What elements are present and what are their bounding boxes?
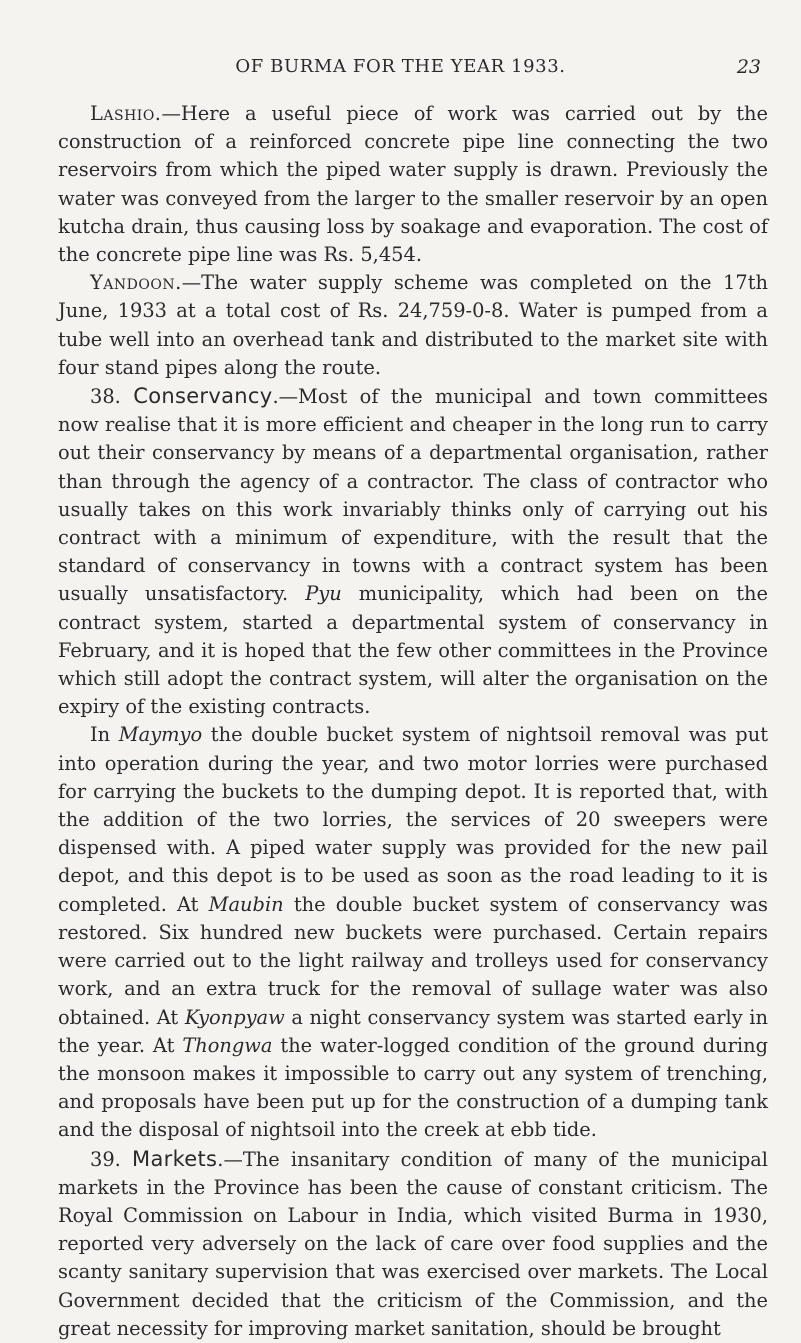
place-maubin: Maubin — [208, 892, 284, 916]
lead-yandoon: Yandoon. — [90, 271, 182, 295]
text-yandoon: —The water supply scheme was completed on the 17th June, 1933 at a total cost of Rs. 24,759-0-8. Water is pumped from a tube well into an overhead tank and distributed to the market site with four stand pipes along the route. — [58, 271, 768, 379]
paragraph-maymyo — [58, 721, 768, 1144]
conservancy-text-2: municipality, which had been on the contract system, started a departmental system of conservancy in February, and it is hoped that the few other committees in the Province which still adopt the contract system, will alter the organisation on the expiry of the existing contracts. — [58, 582, 768, 719]
body-text — [58, 100, 768, 1343]
paragraph-markets — [58, 1145, 768, 1343]
maymyo-text-3: a night conservancy system was started early in the year. At — [58, 1005, 768, 1057]
paragraph-conservancy — [58, 382, 768, 721]
section-number-38: 38. — [90, 385, 121, 409]
maymyo-text-4: the water-logged condition of the ground during the monsoon makes it impossible to carry out any system of trenching, and proposals have been put up for the construction of a dumping tank and the disposal of nightsoil into the creek at ebb tide. — [58, 1033, 768, 1142]
markets-text: .—The insanitary condition of many of the municipal markets in the Province has been the cause of constant criticism. The Royal Commission on Labour in India, which visited Burma in 1930, reported very adversely on the lack of care over food supplies and the scanty sanitary supervision that was exercised over markets. The Local Government decided that the criticism of the Commission, and the great necessity for improving market sanitation, should be brought — [58, 1147, 768, 1340]
place-pyu: Pyu — [305, 582, 342, 606]
paragraph-lashio — [58, 100, 768, 269]
lead-lashio: Lashio. — [90, 102, 162, 125]
text-lashio: —Here a useful piece of work was carried out by the construction of a reinforced concrete pipe line connecting the two reservoirs from which the piped water supply is drawn. Previously the water was conveyed from the larger to the smaller reservoir by an open kutcha drain, thus causing loss by soakage and evaporation. The cost of the concrete pipe line was Rs. 5,454. — [58, 102, 768, 267]
section-heading-markets: Markets — [132, 1146, 218, 1171]
conservancy-text-1: .—Most of the municipal and town committees now realise that it is more efficient and cheaper in the long run to carry out their conservancy by means of a departmental organisation, rather than through the agency of a contractor. The class of contractor who usually takes on this work invariably thinks only of carrying out his contract with a minimum of expenditure, with the result that the standard of conservancy in towns with a contract system has been usually unsatisfactory. — [58, 385, 768, 606]
maymyo-text-2: the double bucket system of conservancy was restored. Six hundred new buckets were purchased. Certain repairs were carried out to the light railway and trolleys used for conservancy work, and an extra truck for the removal of sullage water was also obtained. At — [58, 892, 768, 1029]
page-number: 23 — [736, 56, 761, 78]
maymyo-in: In — [90, 723, 111, 747]
section-heading-conservancy: Conservancy — [133, 384, 273, 409]
paragraph-yandoon — [58, 269, 768, 382]
maymyo-text-1: the double bucket system of nightsoil removal was put into operation during the year, and two motor lorries were purchased for carrying the buckets to the dumping depot. It is reported that, with the addition of the two lorries, the services of 20 sweepers were dispensed with. A piped water supply was provided for the new pail depot, and this depot is to be used as soon as the road leading to it is completed. At — [58, 723, 769, 916]
place-maymyo: Maymyo — [118, 723, 203, 747]
running-head — [0, 56, 801, 82]
place-thongwa: Thongwa — [182, 1033, 273, 1057]
section-number-39: 39. — [90, 1147, 121, 1171]
running-title: OF BURMA FOR THE YEAR 1933. — [235, 56, 566, 77]
place-kyonpyaw: Kyonpyaw — [184, 1005, 285, 1029]
